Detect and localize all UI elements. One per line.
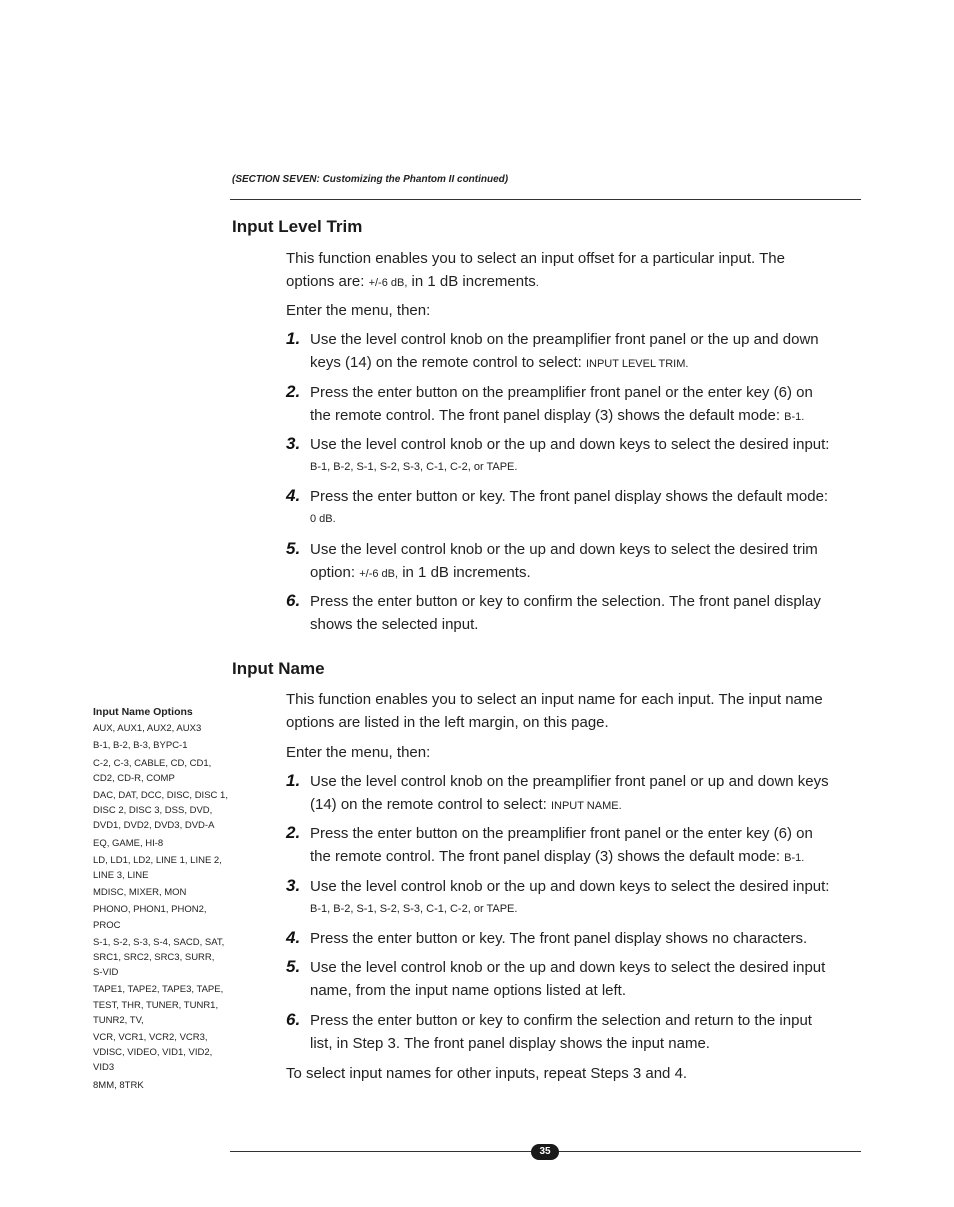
trim-intro-line2 xyxy=(286,270,861,295)
sidebar-groups xyxy=(93,721,233,1093)
sidebar-option-line: DAC, DAT, DCC, DISC, DISC 1, xyxy=(93,790,228,802)
step-number: 2. xyxy=(286,382,301,401)
step-text-2: option: xyxy=(310,564,360,581)
name-step-4 xyxy=(286,927,861,950)
step-value: +/-6 dB, xyxy=(359,568,399,580)
step-text: Use the level control knob on the preamplifier front panel or up and down keys xyxy=(310,773,829,790)
sidebar-option-line: EQ, GAME, HI-8 xyxy=(93,837,164,849)
sidebar-option-line: DISC 2, DISC 3, DSS, DVD, xyxy=(93,805,213,817)
step-text-2: keys (14) on the remote control to select: xyxy=(310,354,586,371)
sidebar-option-line: MDISC, MIXER, MON xyxy=(93,887,187,899)
sidebar-option-group xyxy=(93,836,233,851)
step-number: 1. xyxy=(286,329,301,348)
sidebar-option-line: B-1, B-2, B-3, BYPC-1 xyxy=(93,740,188,752)
sidebar-option-line: AUX, AUX1, AUX2, AUX3 xyxy=(93,723,202,735)
trim-intro-suffix: in 1 dB increments xyxy=(407,273,536,290)
sidebar-option-line: C-2, C-3, CABLE, CD, CD1, xyxy=(93,757,212,769)
sidebar-option-line: 8MM, 8TRK xyxy=(93,1079,144,1091)
sidebar-option-line: VDISC, VIDEO, VID1, VID2, xyxy=(93,1047,213,1059)
trim-intro-prefix: options are: xyxy=(286,273,369,290)
sidebar-option-group xyxy=(93,935,233,981)
name-intro-line1: This function enables you to select an input name for each input. The input name xyxy=(286,691,823,708)
step-text: Press the enter button or key. The front panel display shows no characters. xyxy=(310,930,808,947)
step-number: 5. xyxy=(286,539,301,558)
step-text-2: (14) on the remote control to select: xyxy=(310,796,551,813)
step-text-2: the remote control. The front panel display (3) shows the default mode: xyxy=(310,407,785,424)
step-text-3: in 1 dB increments. xyxy=(398,564,531,581)
sidebar-option-group xyxy=(93,902,233,932)
step-text: Press the enter button or key to confirm the selection and return to the input xyxy=(310,1012,812,1029)
heading-input-name: Input Name xyxy=(232,659,325,678)
trim-step-4 xyxy=(286,485,861,531)
step-number: 4. xyxy=(286,928,301,947)
sidebar-option-group xyxy=(93,1030,233,1076)
sidebar-title: Input Name Options xyxy=(93,706,193,718)
name-step-5 xyxy=(286,956,861,1002)
step-value: B-1. xyxy=(784,852,805,864)
sidebar-option-group xyxy=(93,982,233,1028)
step-number: 4. xyxy=(286,486,301,505)
name-intro xyxy=(286,688,861,734)
trim-step-2 xyxy=(286,381,861,429)
sidebar-option-line: TAPE1, TAPE2, TAPE3, TAPE, xyxy=(93,984,224,996)
trim-step-6 xyxy=(286,590,861,636)
section-header: (SECTION SEVEN: Customizing the Phantom II continued) xyxy=(232,174,509,185)
sidebar-option-line: S-VID xyxy=(93,967,119,979)
step-options: B-1, B-2, S-1, S-2, S-3, C-1, C-2, or TAPE. xyxy=(310,903,518,915)
step-text-2: list, in Step 3. The front panel display shows the input name. xyxy=(310,1035,710,1052)
step-options: B-1, B-2, S-1, S-2, S-3, C-1, C-2, or TAPE. xyxy=(310,461,518,473)
sidebar-option-line: LINE 3, LINE xyxy=(93,870,149,882)
sidebar-option-line: SRC1, SRC2, SRC3, SURR, xyxy=(93,952,215,964)
sidebar-option-group xyxy=(93,721,233,736)
sidebar-option-line: TEST, THR, TUNER, TUNR1, xyxy=(93,999,219,1011)
step-text: Use the level control knob on the preamplifier front panel or the up and down xyxy=(310,331,819,348)
sidebar-option-line: PHONO, PHON1, PHON2, xyxy=(93,904,207,916)
step-text: Press the enter button on the preamplifier front panel or the enter key (6) on xyxy=(310,825,813,842)
trim-step-1 xyxy=(286,328,861,376)
top-divider xyxy=(230,199,861,200)
sidebar-option-line: TUNR2, TV, xyxy=(93,1014,144,1026)
sidebar-option-group xyxy=(93,885,233,900)
step-number: 5. xyxy=(286,957,301,976)
sidebar-option-line: PROC xyxy=(93,919,121,931)
step-options: 0 dB. xyxy=(310,513,336,525)
trim-intro xyxy=(286,247,861,295)
sidebar-option-group xyxy=(93,1078,233,1093)
trim-intro-period: . xyxy=(535,277,539,289)
step-value: B-1. xyxy=(784,411,805,423)
step-text-2: name, from the input name options listed at left. xyxy=(310,982,627,999)
name-intro-line2: options are listed in the left margin, on this page. xyxy=(286,714,609,731)
step-text-2: shows the selected input. xyxy=(310,616,479,633)
step-text: Use the level control knob or the up and down keys to select the desired input: xyxy=(310,878,830,895)
step-text: Press the enter button or key to confirm the selection. The front panel display xyxy=(310,593,821,610)
name-step-6 xyxy=(286,1009,861,1055)
page-number-badge: 35 xyxy=(531,1144,559,1160)
name-step-3 xyxy=(286,875,861,921)
name-step-2 xyxy=(286,822,861,870)
trim-intro-value: +/-6 dB, xyxy=(368,277,408,289)
trim-intro-line1: This function enables you to select an input offset for a particular input. The xyxy=(286,250,785,267)
name-step-1 xyxy=(286,770,861,818)
sidebar-option-line: DVD1, DVD2, DVD3, DVD-A xyxy=(93,820,215,832)
sidebar-option-line: LD, LD1, LD2, LINE 1, LINE 2, xyxy=(93,854,222,866)
sidebar-option-group xyxy=(93,756,233,786)
step-number: 3. xyxy=(286,876,301,895)
trim-step-5 xyxy=(286,538,861,586)
sidebar-option-line: S-1, S-2, S-3, S-4, SACD, SAT, xyxy=(93,936,225,948)
step-text: Use the level control knob or the up and down keys to select the desired input xyxy=(310,959,826,976)
sidebar-option-group xyxy=(93,853,233,883)
sidebar-option-line: VCR, VCR1, VCR2, VCR3, xyxy=(93,1032,208,1044)
step-value: INPUT NAME. xyxy=(550,800,622,812)
step-text: Use the level control knob or the up and down keys to select the desired input: xyxy=(310,436,830,453)
step-text: Press the enter button or key. The front panel display shows the default mode: xyxy=(310,488,829,505)
step-text: Use the level control knob or the up and down keys to select the desired trim xyxy=(310,541,818,558)
step-number: 6. xyxy=(286,591,301,610)
step-value: INPUT LEVEL TRIM. xyxy=(585,358,689,370)
name-enter-menu: Enter the menu, then: xyxy=(286,744,431,761)
sidebar-option-group xyxy=(93,738,233,753)
sidebar-option-group xyxy=(93,788,233,834)
input-name-options-sidebar xyxy=(93,705,233,1095)
sidebar-option-line: VID3 xyxy=(93,1062,115,1074)
trim-step-3 xyxy=(286,433,861,479)
name-outro: To select input names for other inputs, repeat Steps 3 and 4. xyxy=(286,1065,688,1082)
heading-input-level-trim: Input Level Trim xyxy=(232,217,363,236)
sidebar-option-line: CD2, CD-R, COMP xyxy=(93,772,175,784)
step-number: 1. xyxy=(286,771,301,790)
step-number: 6. xyxy=(286,1010,301,1029)
step-number: 3. xyxy=(286,434,301,453)
trim-enter-menu: Enter the menu, then: xyxy=(286,302,431,319)
step-text: Press the enter button on the preamplifier front panel or the enter key (6) on xyxy=(310,384,813,401)
step-number: 2. xyxy=(286,823,301,842)
step-text-2: the remote control. The front panel display (3) shows the default mode: xyxy=(310,848,785,865)
